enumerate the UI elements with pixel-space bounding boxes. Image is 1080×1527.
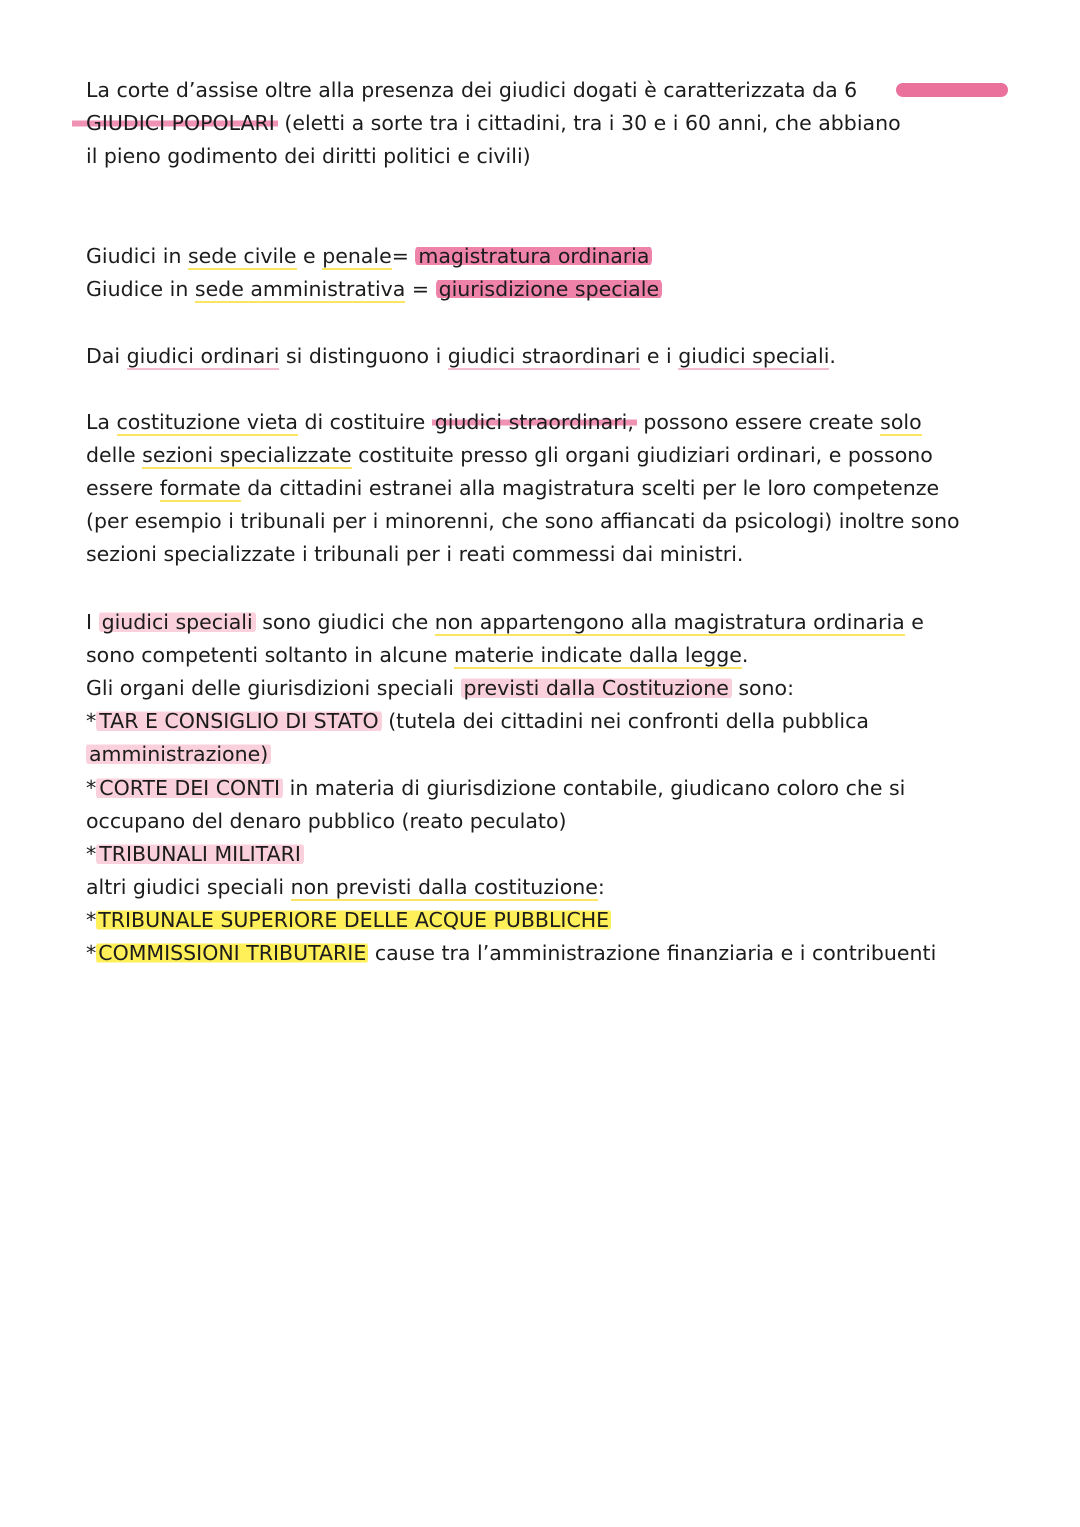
bullet-asterisk: *: [86, 709, 97, 733]
p4-text: da cittadini estranei alla magistratura scelti per le loro competenze: [240, 476, 940, 500]
p5-line-9: [86, 871, 605, 904]
p5-text: .: [741, 643, 749, 667]
p4-line-2: [86, 439, 933, 472]
p5-text: sono competenti soltanto in alcune: [86, 643, 455, 667]
p2-line-1: [86, 240, 652, 273]
highlight-previsti-costituzione: previsti dalla Costituzione: [461, 676, 732, 700]
p2-line-2: [86, 273, 662, 306]
p5-line-2: [86, 639, 748, 672]
underline-costituzione-vieta: costituzione vieta: [116, 410, 298, 434]
highlight-magistratura-ordinaria: magistratura ordinaria: [415, 244, 652, 268]
highlight-tribunali-militari: TRIBUNALI MILITARI: [96, 842, 304, 866]
p3-text: .: [829, 344, 836, 368]
p5-text: (tutela dei cittadini nei confronti della pubblica: [381, 709, 869, 733]
p3-text: e i: [640, 344, 679, 368]
p5-text: in materia di giurisdizione contabile, giudicano coloro che si: [283, 776, 906, 800]
p4-line-5: [86, 538, 743, 571]
p4-text: costituite presso gli organi giudiziari ordinari, e possono: [351, 443, 933, 467]
p2-text: e: [296, 244, 323, 268]
p1-line-1: [86, 74, 857, 107]
p5-text: cause tra l’amministrazione finanziaria e i contribuenti: [368, 941, 937, 965]
p5-text: sono:: [731, 676, 794, 700]
p5-line-6: [86, 772, 905, 805]
p1-text: (eletti a sorte tra i cittadini, tra i 30 e i 60 anni, che abbiano: [277, 111, 901, 135]
bullet-asterisk: *: [86, 776, 97, 800]
underline-penale: penale: [322, 244, 392, 268]
highlight-giurisdizione-speciale: giurisdizione speciale: [436, 277, 662, 301]
underline-materie-indicate: materie indicate dalla legge: [454, 643, 742, 667]
p5-line-1: [86, 606, 924, 639]
p5-line-11: [86, 937, 936, 970]
p4-text: possono essere create: [636, 410, 881, 434]
p1-text: il pieno godimento dei diritti politici e civili): [86, 144, 531, 168]
p4-line-3: [86, 472, 939, 505]
bullet-asterisk: *: [86, 908, 97, 932]
p3-line-1: [86, 340, 836, 373]
underline-sezioni-specializzate: sezioni specializzate: [142, 443, 352, 467]
p5-line-5: [86, 738, 271, 771]
p1-text: La corte d’assise oltre alla presenza dei giudici dogati è caratterizzata da 6: [86, 78, 858, 102]
highlight-giudici-straordinari: giudici straordinari,: [432, 410, 637, 434]
highlight-amministrazione: amministrazione): [86, 742, 271, 766]
bullet-asterisk: *: [86, 842, 97, 866]
p4-text: di costituire: [297, 410, 432, 434]
p3-text: si distinguono i: [279, 344, 448, 368]
highlight-giudici-popolari: GIUDICI POPOLARI: [72, 111, 278, 135]
p1-line-3: [86, 140, 531, 173]
underline-giudici-speciali: giudici speciali: [678, 344, 830, 368]
underline-solo: solo: [880, 410, 922, 434]
p5-text: occupano del denaro pubblico (reato peculato): [86, 809, 567, 833]
p5-line-3: [86, 672, 794, 705]
p3-text: Dai: [86, 344, 127, 368]
underline-giudici-ordinari: giudici ordinari: [126, 344, 280, 368]
p4-line-4: [86, 505, 960, 538]
highlight-tar-consiglio-stato: TAR E CONSIGLIO DI STATO: [96, 709, 381, 733]
p5-text: Gli organi delle giurisdizioni speciali: [86, 676, 461, 700]
underline-sede-amministrativa: sede amministrativa: [194, 277, 406, 301]
p5-line-7: [86, 805, 566, 838]
p5-line-8: [86, 838, 304, 871]
p5-text: sono giudici che: [255, 610, 435, 634]
bullet-asterisk: *: [86, 941, 97, 965]
underline-giudici-straordinari: giudici straordinari: [447, 344, 641, 368]
p5-text: altri giudici speciali: [86, 875, 291, 899]
p5-text: e: [904, 610, 924, 634]
underline-sede-civile: sede civile: [187, 244, 297, 268]
p4-text: La: [86, 410, 117, 434]
p4-line-1: [86, 406, 922, 439]
highlight-giudici-speciali: giudici speciali: [99, 610, 256, 634]
underline-non-appartengono: non appartengono alla magistratura ordinaria: [434, 610, 905, 634]
p2-text: =: [405, 277, 436, 301]
p5-line-4: [86, 705, 869, 738]
p5-text: I: [86, 610, 99, 634]
p5-line-10: [86, 904, 611, 937]
pink-highlight-stroke: [896, 83, 1008, 97]
highlight-corte-dei-conti: CORTE DEI CONTI: [96, 776, 283, 800]
underline-non-previsti: non previsti dalla costituzione: [290, 875, 598, 899]
p5-text: :: [597, 875, 605, 899]
p1-line-2: [72, 107, 901, 140]
p4-text: delle: [86, 443, 143, 467]
underline-formate: formate: [159, 476, 241, 500]
p2-text: Giudici in: [86, 244, 188, 268]
p4-text: (per esempio i tribunali per i minorenni, che sono affiancati da psicologi) inoltre sono: [86, 509, 960, 533]
p2-text: =: [391, 244, 416, 268]
p4-text: sezioni specializzate i tribunali per i reati commessi dai ministri.: [86, 542, 744, 566]
p2-text: Giudice in: [86, 277, 195, 301]
highlight-commissioni-tributarie: COMMISSIONI TRIBUTARIE: [98, 941, 367, 965]
p4-text: essere: [86, 476, 160, 500]
highlight-tribunale-acque: TRIBUNALE SUPERIORE DELLE ACQUE PUBBLICHE: [98, 908, 610, 932]
